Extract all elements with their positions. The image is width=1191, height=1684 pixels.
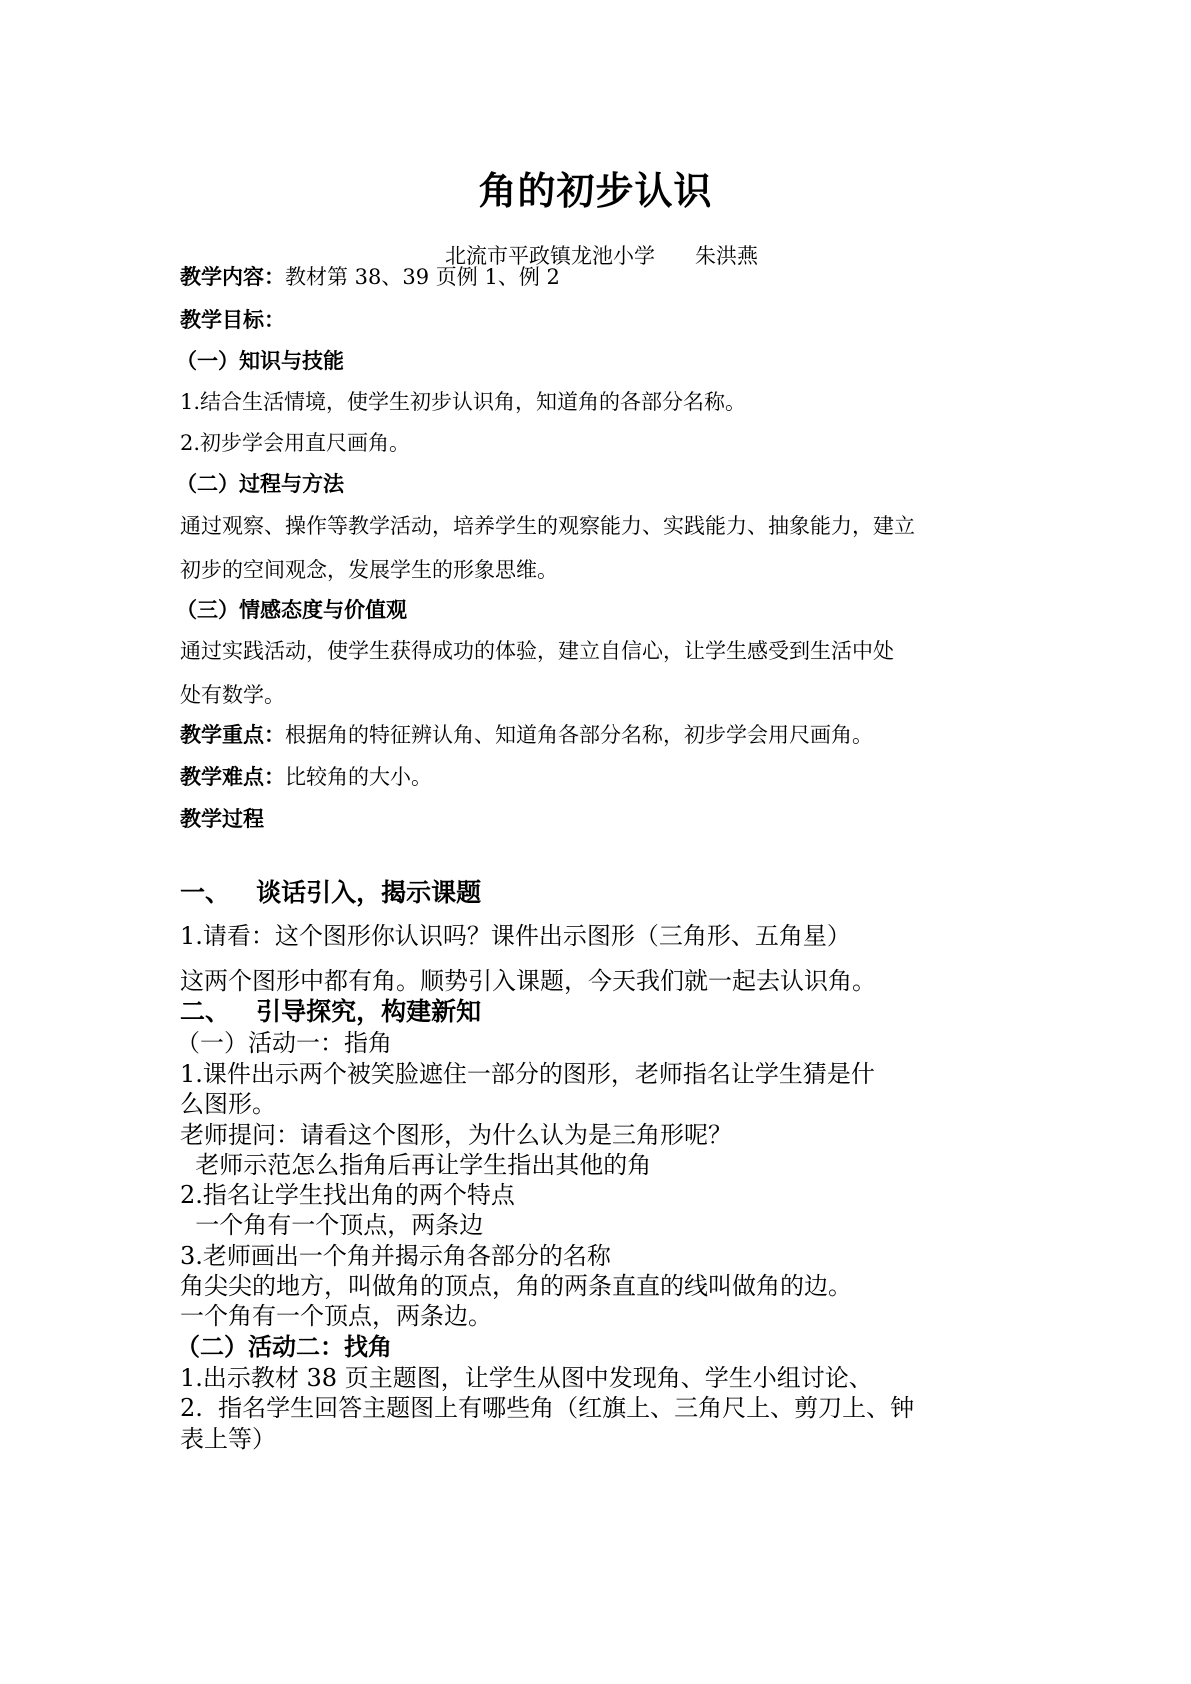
section2-heading: 二、 引导探究，构建新知 xyxy=(180,997,482,1026)
activity1-heading: （一）活动一：指角 xyxy=(176,1029,392,1057)
goal1-heading: （一）知识与技能 xyxy=(176,349,344,373)
activity1-p5: 一个角有一个顶点，两条边 xyxy=(180,1211,484,1239)
goal2-heading: （二）过程与方法 xyxy=(176,472,344,496)
goal3-heading: （三）情感态度与价值观 xyxy=(176,598,407,622)
difficult-point xyxy=(180,764,432,790)
activity1-p2: 老师提问：请看这个图形，为什么认为是三角形呢？ xyxy=(180,1121,732,1149)
activity1-p1a: 1.课件出示两个被笑脸遮住一部分的图形，老师指名让学生猜是什 xyxy=(180,1060,875,1088)
goal3-line1: 通过实践活动，使学生获得成功的体验，建立自信心，让学生感受到生活中处 xyxy=(180,639,894,663)
activity1-p6: 3.老师画出一个角并揭示角各部分的名称 xyxy=(180,1242,611,1270)
key-point-text: 根据角的特征辨认角、知道角各部分名称，初步学会用尺画角。 xyxy=(285,723,873,747)
teaching-goals-label: 教学目标： xyxy=(180,308,285,332)
section1-heading: 一、 谈话引入，揭示课题 xyxy=(180,878,482,907)
activity1-p7: 角尖尖的地方，叫做角的顶点，角的两条直直的线叫做角的边。 xyxy=(180,1272,852,1300)
difficult-point-text: 比较角的大小。 xyxy=(285,765,432,789)
key-point xyxy=(180,722,873,748)
section1-paragraph1: 1.请看：这个图形你认识吗？课件出示图形（三角形、五角星） xyxy=(180,922,851,950)
activity1-p4: 2.指名让学生找出角的两个特点 xyxy=(180,1181,515,1209)
activity2-p2b: 表上等） xyxy=(180,1425,276,1453)
activity1-p1b: 么图形。 xyxy=(180,1090,276,1118)
key-point-label: 教学重点： xyxy=(180,723,285,747)
goal2-line2: 初步的空间观念，发展学生的形象思维。 xyxy=(180,558,558,582)
activity1-p3: 老师示范怎么指角后再让学生指出其他的角 xyxy=(180,1151,652,1179)
document-title: 角的初步认识 xyxy=(478,168,713,213)
goal1-item1: 1.结合生活情境，使学生初步认识角，知道角的各部分名称。 xyxy=(180,390,747,414)
author-line: 北流市平政镇龙池小学 朱洪燕 xyxy=(445,244,759,268)
section1-paragraph2: 这两个图形中都有角。顺势引入课题，今天我们就一起去认识角。 xyxy=(180,967,876,995)
activity1-p8: 一个角有一个顶点，两条边。 xyxy=(180,1302,492,1330)
teaching-content-text: 教材第 38、39 页例 1、例 2 xyxy=(285,265,560,289)
goal3-line2: 处有数学。 xyxy=(180,683,285,707)
activity2-p2a: 2. 指名学生回答主题图上有哪些角（红旗上、三角尺上、剪刀上、钟 xyxy=(180,1394,915,1422)
activity2-p1: 1.出示教材 38 页主题图，让学生从图中发现角、学生小组讨论、 xyxy=(180,1364,873,1392)
teaching-process-label: 教学过程 xyxy=(180,807,264,831)
goal1-item2: 2.初步学会用直尺画角。 xyxy=(180,431,411,455)
teaching-content xyxy=(180,264,560,290)
teaching-content-label: 教学内容： xyxy=(180,265,285,289)
difficult-point-label: 教学难点： xyxy=(180,765,285,789)
activity2-heading: （二）活动二：找角 xyxy=(176,1333,392,1361)
goal2-line1: 通过观察、操作等教学活动，培养学生的观察能力、实践能力、抽象能力，建立 xyxy=(180,514,915,538)
